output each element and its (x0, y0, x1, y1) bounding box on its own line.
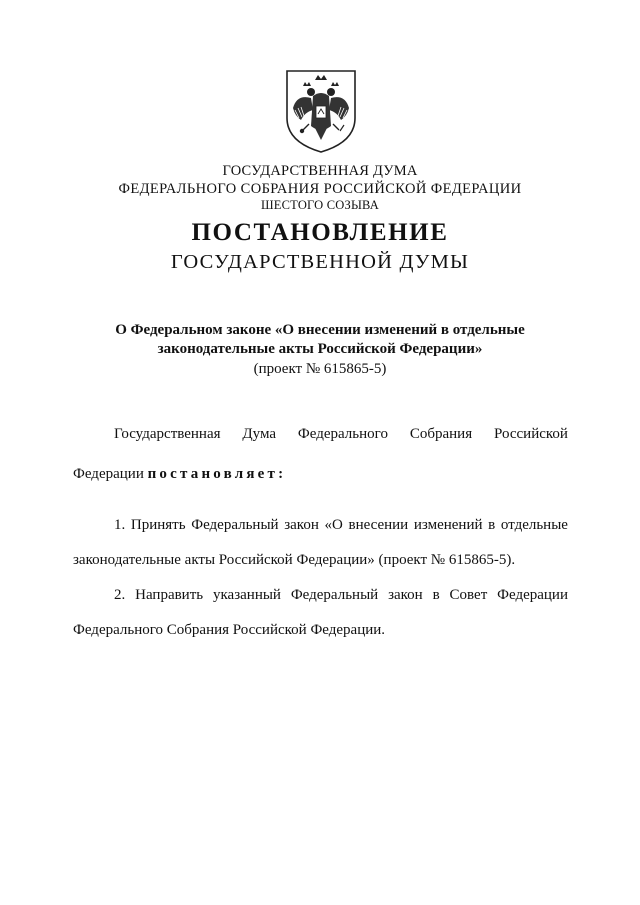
item-word: Совет (449, 587, 488, 603)
preamble-word: Федерального (297, 426, 388, 442)
item-word: Принять (130, 517, 186, 533)
item-2-line-1 (114, 587, 568, 604)
item-word: «О (324, 517, 343, 533)
item-word: 1. (114, 517, 126, 533)
russian-coat-of-arms-icon (283, 68, 359, 154)
preamble-line-2 (73, 466, 286, 483)
item-2-line-2: Федерального Собрания Российской Федерации. (73, 622, 386, 638)
item-word: отдельные (500, 517, 568, 533)
item-word: закон (388, 587, 423, 603)
preamble-line-1 (114, 426, 568, 443)
item-word: в (432, 587, 440, 603)
item-1-line-2: законодательные акты Российской Федерации» (проект № 615865-5). (73, 552, 516, 568)
resolves-word: постановляет: (147, 466, 287, 482)
subject-line-2: законодательные акты Российской Федерации» (157, 341, 483, 357)
issuer-name: ГОСУДАРСТВЕННАЯ ДУМА (222, 163, 418, 179)
document-issuer: ГОСУДАРСТВЕННОЙ ДУМЫ (170, 251, 470, 273)
issuer-parliament: ФЕДЕРАЛЬНОГО СОБРАНИЯ РОССИЙСКОЙ ФЕДЕРАЦИИ (118, 181, 522, 197)
item-word: указанный (212, 587, 281, 603)
item-1-line-1 (114, 517, 568, 534)
item-word: Федерации (497, 587, 568, 603)
item-word: внесении (348, 517, 409, 533)
item-word: Направить (135, 587, 204, 603)
document-type: ПОСТАНОВЛЕНИЕ (191, 219, 449, 246)
item-word: закон (284, 517, 319, 533)
item-word: Федеральный (290, 587, 379, 603)
preamble-word: Государственная (114, 426, 221, 442)
item-word: изменений (413, 517, 483, 533)
item-word: в (488, 517, 496, 533)
preamble-word: Дума (242, 426, 277, 442)
item-word: Федеральный (191, 517, 279, 533)
item-word: 2. (114, 587, 126, 603)
convocation: ШЕСТОГО СОЗЫВА (260, 198, 380, 212)
preamble-word: Российской (494, 426, 568, 442)
preamble-word: Собрания (409, 426, 473, 442)
subject-line-1: О Федеральном законе «О внесении изменений в отдельные (115, 322, 525, 338)
bill-number: (проект № 615865-5) (253, 361, 387, 377)
preamble-text: Федерации (73, 466, 144, 482)
